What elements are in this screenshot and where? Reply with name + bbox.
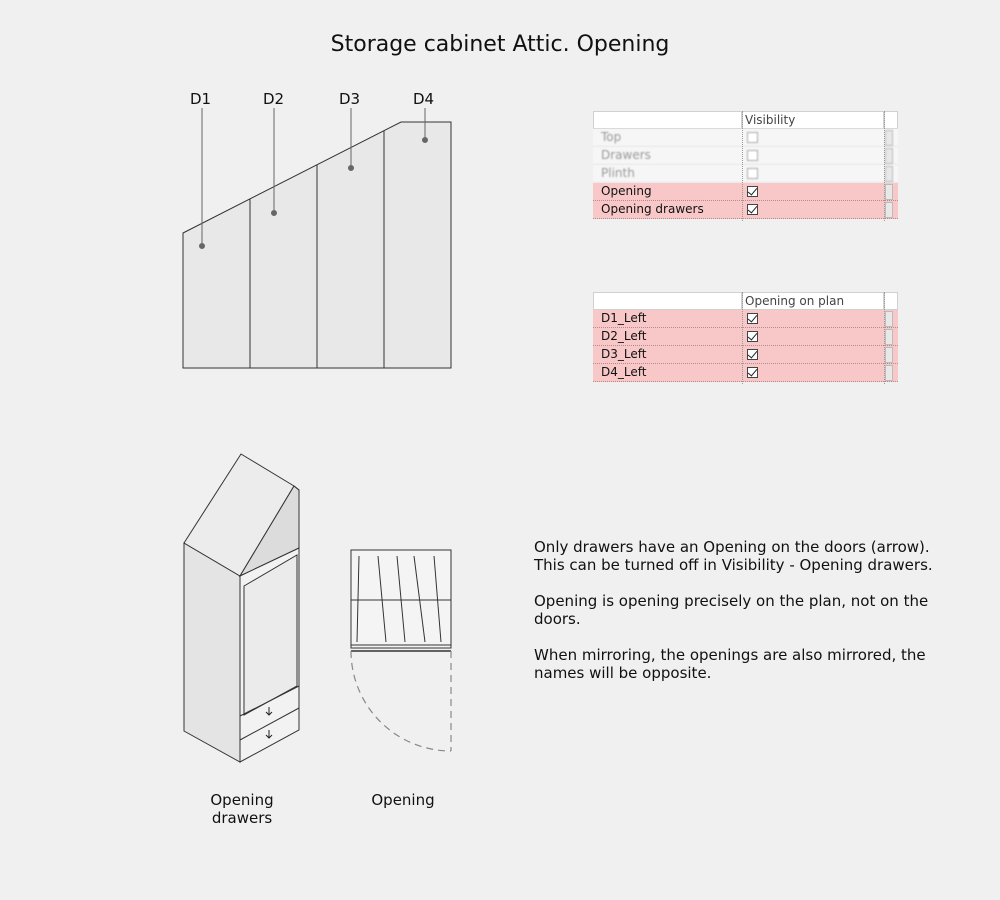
description-paragraph-3: When mirroring, the openings are also mirrored, the names will be opposite. xyxy=(534,646,926,682)
table-row[interactable] xyxy=(593,129,898,147)
opening-checkbox-d2[interactable] xyxy=(747,331,758,342)
description-paragraph-1: Only drawers have an Opening on the doors (arrow). This can be turned off in Visibility - Opening drawers. xyxy=(534,538,933,574)
row-label: D2_Left xyxy=(601,329,647,343)
opening-table-tail-header xyxy=(884,292,898,310)
table-row[interactable] xyxy=(593,201,898,219)
caption-opening-drawers: Opening drawers xyxy=(210,791,274,827)
visibility-table-tail-header xyxy=(884,111,898,129)
isometric-cabinet xyxy=(184,454,299,762)
row-tail xyxy=(885,365,893,381)
description-paragraph-2: Opening is opening precisely on the plan, not on the doors. xyxy=(534,592,929,628)
opening-table-header: Opening on plan xyxy=(742,292,884,310)
opening-checkbox-d1[interactable] xyxy=(747,313,758,324)
visibility-table xyxy=(593,111,901,221)
row-label: Top xyxy=(601,130,622,144)
row-label: D4_Left xyxy=(601,365,647,379)
visibility-checkbox-opening-drawers[interactable] xyxy=(747,204,758,215)
row-label: Opening xyxy=(601,184,652,198)
opening-checkbox-d3[interactable] xyxy=(747,349,758,360)
table-row[interactable] xyxy=(593,346,898,364)
table-row[interactable] xyxy=(593,328,898,346)
row-label: Plinth xyxy=(601,166,635,180)
door-label-d1: D1 xyxy=(190,90,212,108)
row-tail xyxy=(885,347,893,363)
front-elevation xyxy=(183,122,451,368)
visibility-checkbox-plinth[interactable] xyxy=(747,168,758,179)
table-row[interactable] xyxy=(593,147,898,165)
table-row[interactable] xyxy=(593,364,898,382)
page-title: Storage cabinet Attic. Opening xyxy=(330,32,670,57)
visibility-checkbox-drawers[interactable] xyxy=(747,150,758,161)
visibility-checkbox-top[interactable] xyxy=(747,132,758,143)
row-tail xyxy=(885,329,893,345)
opening-table xyxy=(593,292,901,384)
opening-table-name-header xyxy=(593,292,742,310)
visibility-table-header: Visibility xyxy=(742,111,884,129)
row-tail xyxy=(885,166,893,182)
row-label: D1_Left xyxy=(601,311,647,325)
row-tail xyxy=(885,148,893,164)
description-text xyxy=(534,538,934,700)
visibility-checkbox-opening[interactable] xyxy=(747,186,758,197)
visibility-table-name-header xyxy=(593,111,742,129)
door-swing-arc xyxy=(351,651,451,751)
row-label: Opening drawers xyxy=(601,202,704,216)
row-label: Drawers xyxy=(601,148,651,162)
row-tail xyxy=(885,311,893,327)
door-label-d2: D2 xyxy=(263,90,285,108)
table-row[interactable] xyxy=(593,310,898,328)
caption-opening: Opening xyxy=(371,791,435,809)
row-label: D3_Left xyxy=(601,347,647,361)
table-row[interactable] xyxy=(593,183,898,201)
door-label-d3: D3 xyxy=(339,90,361,108)
opening-checkbox-d4[interactable] xyxy=(747,367,758,378)
row-tail xyxy=(885,130,893,146)
door-label-d4: D4 xyxy=(413,90,435,108)
row-tail xyxy=(885,184,893,200)
table-row[interactable] xyxy=(593,165,898,183)
plan-view xyxy=(351,550,451,651)
row-tail xyxy=(885,202,893,218)
